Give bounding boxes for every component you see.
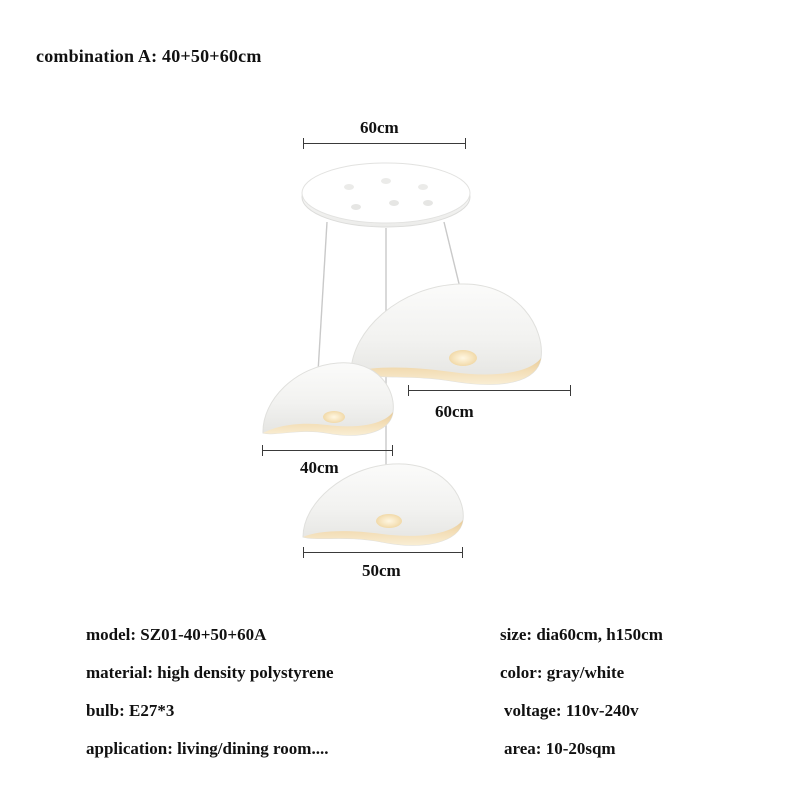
dimension-line-canopy — [303, 143, 466, 144]
spec-size: size: dia60cm, h150cm — [500, 625, 663, 644]
spec-list — [0, 625, 800, 800]
spec-row — [0, 701, 800, 739]
spec-row — [0, 739, 800, 777]
dimension-line-small — [262, 450, 393, 451]
dimension-line-large — [408, 390, 571, 391]
spec-color: color: gray/white — [500, 663, 625, 682]
spec-material: material: high density polystyrene — [86, 663, 334, 682]
ceiling-plate-icon — [302, 163, 470, 227]
spec-voltage: voltage: 110v-240v — [504, 701, 639, 720]
dimension-label-canopy: 60cm — [360, 118, 399, 137]
spec-application: application: living/dining room.... — [86, 739, 329, 758]
lamp-shade-icon-large — [351, 284, 541, 384]
spec-row — [0, 625, 800, 663]
page-title: combination A: 40+50+60cm — [36, 46, 262, 66]
dimension-label-large: 60cm — [435, 402, 474, 421]
spec-bulb: bulb: E27*3 — [86, 701, 175, 720]
spec-area: area: 10-20sqm — [504, 739, 616, 758]
spec-row — [0, 663, 800, 701]
lamp-shade-icon-small — [263, 363, 393, 435]
spec-model: model: SZ01-40+50+60A — [86, 625, 267, 644]
dimension-label-small: 40cm — [300, 458, 339, 477]
dimension-line-medium — [303, 552, 463, 553]
dimension-label-medium: 50cm — [362, 561, 401, 580]
